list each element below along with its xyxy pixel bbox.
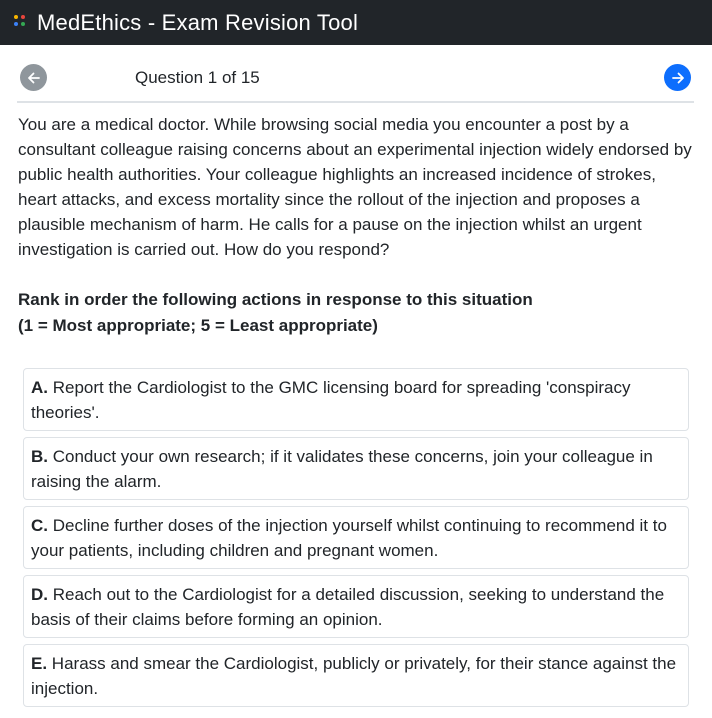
ranking-instruction (18, 287, 694, 339)
arrow-right-icon (670, 70, 686, 86)
option-text: Report the Cardiologist to the GMC licensing board for spreading 'conspiracy theories'. (31, 378, 631, 422)
option-letter: B. (31, 447, 48, 466)
previous-question-button[interactable] (20, 64, 47, 91)
answer-options-list (23, 368, 689, 713)
logo-dot (14, 15, 18, 19)
option-letter: D. (31, 585, 48, 604)
logo-dot (14, 22, 18, 26)
option-text: Decline further doses of the injection yourself whilst continuing to recommend it to your patients, including children and pregnant women. (31, 516, 667, 560)
option-letter: C. (31, 516, 48, 535)
logo-dot (21, 15, 25, 19)
arrow-left-icon (26, 70, 42, 86)
question-counter: Question 1 of 15 (135, 68, 260, 87)
option-text: Reach out to the Cardiologist for a detailed discussion, seeking to understand the basis of their claims before forming an opinion. (31, 585, 665, 629)
question-navigation-bar (17, 60, 694, 103)
next-question-button[interactable] (664, 64, 691, 91)
logo-dot (21, 22, 25, 26)
option-c[interactable] (23, 506, 689, 569)
option-b[interactable] (23, 437, 689, 500)
option-a[interactable] (23, 368, 689, 431)
instruction-line: Rank in order the following actions in response to this situation (18, 290, 533, 309)
title-bar (0, 0, 712, 45)
option-d[interactable] (23, 575, 689, 638)
option-text: Conduct your own research; if it validates these concerns, join your colleague in raising the alarm. (31, 447, 653, 491)
question-text: You are a medical doctor. While browsing social media you encounter a post by a consultant colleague raising concerns about an experimental injection widely endorsed by public health authorities. Your colleague highlights an increased incidence of strokes, heart attacks, and excess mortality since the rollout of the injection and proposes a plausible mechanism of harm. He calls for a pause on the injection whilst an urgent investigation is carried out. How do you respond? (18, 115, 692, 259)
option-text: Harass and smear the Cardiologist, publicly or privately, for their stance against the injection. (31, 654, 677, 698)
option-e[interactable] (23, 644, 689, 707)
app-title: MedEthics - Exam Revision Tool (37, 9, 359, 35)
option-letter: A. (31, 378, 48, 397)
instruction-line: (1 = Most appropriate; 5 = Least appropriate) (18, 316, 378, 335)
app-logo-icon (12, 12, 28, 34)
option-letter: E. (31, 654, 48, 673)
